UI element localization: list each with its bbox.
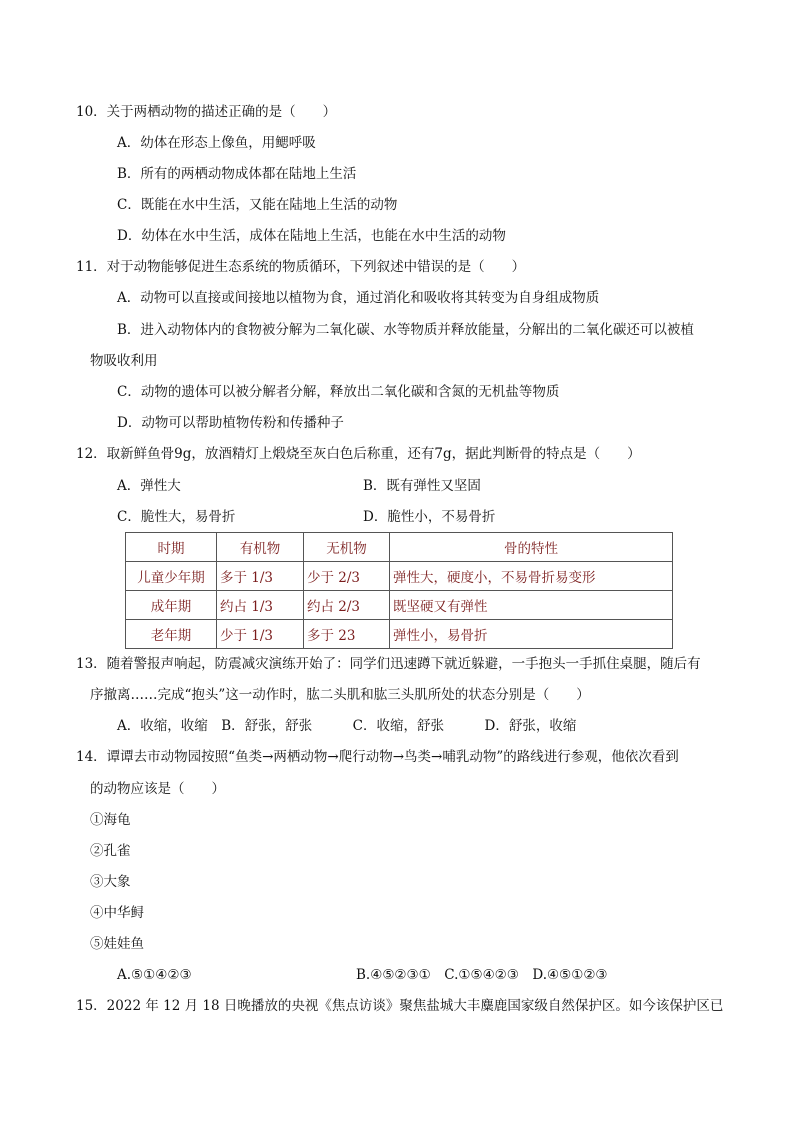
table-cell: 约占 1/3 [217,591,304,620]
table-header-cell: 骨的特性 [390,533,673,562]
table-cell: 既坚硬又有弹性 [390,591,673,620]
table-header-cell: 有机物 [217,533,304,562]
question-12-option-a: A．弹性大 [117,478,181,494]
question-14-item: ⑤娃娃鱼 [90,936,144,952]
question-11-option-b: B．进入动物体内的食物被分解为二氧化碳、水等物质并释放能量，分解出的二氧化碳还可以被植 [117,322,694,338]
question-14-options-bcd: B.④⑤②③① C.①⑤④②③ D.④⑤①②③ [356,967,608,983]
bone-composition-table [125,532,673,649]
table-cell: 老年期 [126,620,217,649]
question-14-item: ③大象 [90,874,131,890]
question-14-stem-cont: 的动物应该是（ ） [90,781,225,797]
table-cell: 约占 2/3 [304,591,390,620]
question-13-options: A．收缩，收缩 B．舒张，舒张 C．收缩，舒张 D．舒张，收缩 [117,718,577,734]
question-12-option-b: B．既有弹性又坚固 [363,478,481,494]
question-12-option-d: D．脆性小，不易骨折 [363,509,496,525]
question-14-item: ①海龟 [90,812,131,828]
table-cell: 儿童少年期 [126,562,217,591]
table-header-cell: 无机物 [304,533,390,562]
table-cell: 成年期 [126,591,217,620]
question-13-stem: 13．随着警报声响起，防震减灾演练开始了：同学们迅速蹲下就近躲避，一手抱头一手抓住桌腿，随后有 [76,656,701,672]
question-10-option-c: C．既能在水中生活，又能在陆地上生活的动物 [117,197,398,213]
table-cell: 多于 1/3 [217,562,304,591]
question-11-option-a: A．动物可以直接或间接地以植物为食，通过消化和吸收将其转变为自身组成物质 [117,290,600,306]
question-11-option-b-cont: 物吸收利用 [90,353,158,369]
question-12-option-c: C．脆性大，易骨折 [117,509,236,525]
question-10-option-d: D．幼体在水中生活，成体在陆地上生活，也能在水中生活的动物 [117,228,506,244]
question-10-stem: 10．关于两栖动物的描述正确的是（ ） [76,104,337,120]
table-header-cell: 时期 [126,533,217,562]
table-cell: 少于 2/3 [304,562,390,591]
question-14-option-a: A.⑤①④②③ [117,967,192,983]
question-11-option-c: C．动物的遗体可以被分解者分解，释放出二氧化碳和含氮的无机盐等物质 [117,384,560,400]
table-row [126,591,673,620]
table-cell: 弹性大，硬度小，不易骨折易变形 [390,562,673,591]
table-cell: 少于 1/3 [217,620,304,649]
table-cell: 多于 23 [304,620,390,649]
question-11-stem: 11．对于动物能够促进生态系统的物质循环，下列叙述中错误的是（ ） [76,259,526,275]
table-row [126,562,673,591]
question-12-stem: 12．取新鲜鱼骨9g，放酒精灯上煅烧至灰白色后称重，还有7g，据此判断骨的特点是（ ） [76,446,641,462]
question-10-option-b: B．所有的两栖动物成体都在陆地上生活 [117,166,357,182]
table-header-row [126,533,673,562]
table-cell: 弹性小，易骨折 [390,620,673,649]
question-15-stem: 15．2022 年 12 月 18 日晚播放的央视《焦点访谈》聚焦盐城大丰麋鹿国家级自然保护区。如今该保护区已 [76,998,724,1014]
question-14-item: ④中华鲟 [90,905,144,921]
question-14-stem: 14．谭谭去市动物园按照“鱼类→两栖动物→爬行动物→鸟类→哺乳动物”的路线进行参观，他依次看到 [76,749,679,765]
question-14-item: ②孔雀 [90,843,131,859]
table-row [126,620,673,649]
question-13-stem-cont: 序撤离……完成“抱头”这一动作时，肱二头肌和肱三头肌所处的状态分别是（ ） [90,687,590,703]
question-10-option-a: A．幼体在形态上像鱼，用鳃呼吸 [117,135,316,151]
question-11-option-d: D．动物可以帮助植物传粉和传播种子 [117,415,344,431]
